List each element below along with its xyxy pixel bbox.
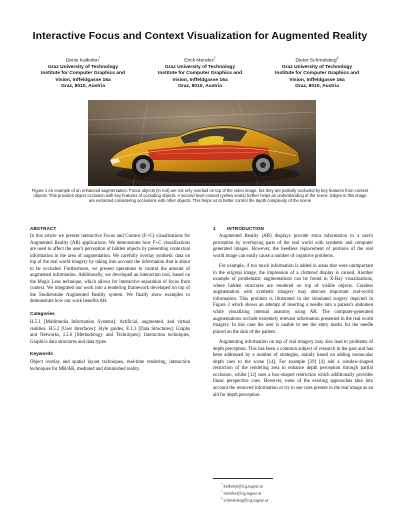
footnote-rule: [213, 478, 273, 479]
intro-paragraph: Augmenting information on top of real imagery may also lead to problems of depth perception. This has been a common subject of research in the past and has been addressed by a number of strategies, mainly based on adding monocular depth cues to the scene [14]. For example [29] [4] add a window-shaped restriction of the rendering area to enhance depth perception through partial occlusion, whilst [12] uses a box-shaped restriction which additionally provides linear perspective cues. However, none of the existing approaches take into account the removed information or try to use cues present in the real image as an aid for depth perception.: [213, 340, 373, 398]
categories-text: H.5.1 [Multimedia Information Systems]: Artificial, augmented, and virtual realities. H.5.2 [User Interfaces]: Style guides, E.1.3 [Data Structures]: Graphs and Networks, I.3.6 [Methodology and Techniques]: Interaction techniques, Graphics data structures and data types.: [30, 320, 190, 345]
footnotes: [213, 478, 373, 503]
affiliation-line: Graz, 8010, Austria: [178, 83, 222, 89]
author-block: [28, 55, 372, 97]
affiliation-line: Graz University of Technology: [47, 64, 119, 70]
author-name: Erick Mendez: [184, 58, 214, 64]
introduction-heading: [213, 226, 373, 231]
affiliation-line: Graz, 8010, Austria: [61, 83, 105, 89]
affiliation-line: Graz University of Technology: [164, 64, 236, 70]
author-1: [28, 55, 138, 97]
affiliation-line: Institute for Computer Graphics and: [41, 71, 125, 77]
intro-paragraph: For example, if too much information is added in areas that were unimportant in the original image, the impression of a cluttered display is caused. Another example of problematic augmentations can be found in X-Ray visualizations, where hidden structures are rendered on top of visible objects. Careless augmentation with synthetic imagery may obscure important real-world information. This problem is illustrated in the simulated surgery depicted in Figure 2 which shows an attempt of inserting a needle into a patient's abdomen while visualizing internal anatomy using AR. The computer-generated augmentations occlude extremely relevant information presented in the real world imagery. In this case the user is unable to see the entry marks for the needle placed on the skin of the patient.: [213, 264, 373, 335]
left-column: [30, 226, 190, 377]
affiliation-line: Graz, 8010, Austria: [295, 83, 339, 89]
author-mark: ‡: [336, 56, 339, 60]
affiliation-line: Vision, Inffeldgasse 16a: [289, 77, 345, 83]
car-illustration: [88, 100, 316, 186]
keywords-text: Object overlay and spatial layout techniques, real-time rendering, interaction techniques for MR/AR, mediated and diminished reality.: [30, 360, 190, 372]
footnote: ‡ schmalstieg@icg.tugraz.at: [221, 495, 268, 503]
figure-caption: Figure 1 An example of an enhanced augmentation. Focus objects (in red) are not only overlaid on top of the video image, but they are partially occluded by key features from context objects. This provides object occlusion with key features of occluding objects. A second level context (yellow seats) further helps an understanding of the scene. Edges in this image are extracted considering occlusions with other objects. This helps us to better control the depth complexity of the scene: [31, 188, 369, 204]
keywords-heading: Keywords: [30, 352, 53, 358]
affiliation-line: Vision, Inffeldgasse 16a: [172, 77, 228, 83]
paper-title: Interactive Focus and Context Visualization for Augmented Reality: [32, 30, 368, 42]
front-wheel: [132, 155, 154, 177]
footnote: * kalkofen@icg.tugraz.at: [221, 482, 263, 489]
footnote: † mendez@icg.tugraz.at: [221, 488, 262, 496]
right-column: [213, 226, 373, 403]
figure-car-augmentation: [88, 100, 316, 186]
abstract-text: In this article we present interactive Focus and Context (F+C) visualizations for Augmented Reality (AR) applications. We demonstrate how F+C visualizations are used to affect the user's perception of hidden objects by presenting contextual information in the area of augmentation. We carefully overlay synthetic data on top of the real world imagery by taking into account the information that is about to be occluded. Furthermore, we present operations to control the amount of augmented information. Additionally, we developed an interaction tool, based on the Magic Lens technique, which allows for interactive separation of focus from context. We integrated our work into a rendering framework developed on top of the Studierstube Augmented Reality system. We finally show examples to demonstrate how our work benefits AR.: [30, 234, 190, 305]
author-mark: *: [98, 56, 101, 60]
author-name: Dieter Schmalstieg: [295, 58, 337, 64]
rear-wheel: [252, 154, 274, 176]
affiliation-line: Institute for Computer Graphics and: [275, 71, 359, 77]
author-name: Denis Kalkofen: [65, 58, 99, 64]
author-3: [262, 55, 372, 97]
section-number: 1: [213, 226, 216, 231]
affiliation-line: Institute for Computer Graphics and: [158, 71, 242, 77]
affiliation-line: Graz University of Technology: [281, 64, 353, 70]
intro-paragraph: Augmented Reality (AR) displays provide extra information to a user's perception by overlaying parts of the real world with synthetic and computer generated images. However, the heedless replacement of portions of the real world image can easily cause a number of cognitive problems.: [213, 234, 373, 259]
section-title: INTRODUCTION: [227, 226, 265, 231]
categories-heading: Categories: [30, 312, 55, 318]
author-2: [145, 55, 255, 97]
affiliation-line: Vision, Inffeldgasse 16a: [55, 77, 111, 83]
abstract-heading: ABSTRACT: [30, 226, 57, 231]
author-mark: †: [213, 56, 216, 60]
